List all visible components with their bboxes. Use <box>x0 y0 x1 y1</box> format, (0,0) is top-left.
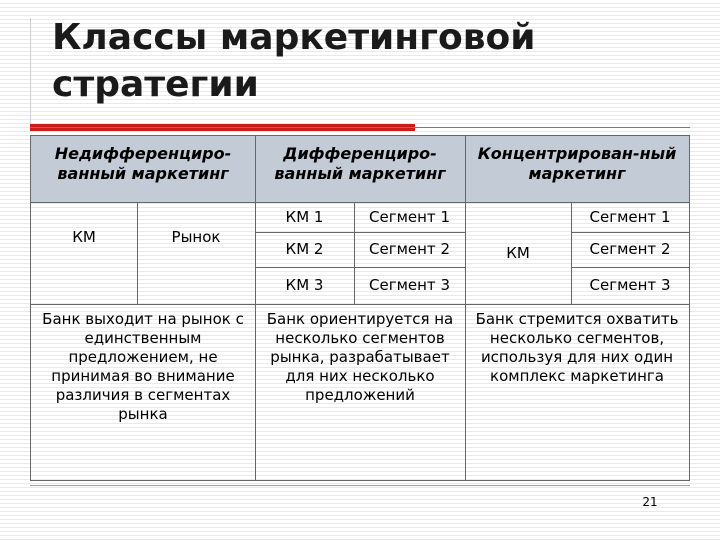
undiff-description: Банк выходит на рынок с единственным предложением, не принимая во внимание различия в сегментах рынка <box>42 310 244 423</box>
undiff-market: Рынок <box>171 228 221 246</box>
diff-segment-3: Сегмент 3 <box>369 276 450 294</box>
diff-km-3: КМ 3 <box>285 276 324 294</box>
header-undifferentiated: Недифференциро-ванный маркетинг <box>31 136 255 202</box>
diff-description: Банк ориентируется на несколько сегментов рынка, разрабатывает для них несколько предложений <box>266 310 454 404</box>
conc-segment-1: Сегмент 1 <box>589 207 671 226</box>
slide-title: Классы маркетинговой стратегии <box>52 17 536 105</box>
title-underline <box>30 127 690 128</box>
grid-line <box>465 136 466 480</box>
header-differentiated: Дифференциро-ванный маркетинг <box>255 136 465 202</box>
header-concentrated: Концентрирован-ный маркетинг <box>465 136 689 202</box>
footer-rule <box>30 485 690 486</box>
diff-km-1: КМ 1 <box>285 207 324 226</box>
strategy-table <box>30 135 690 481</box>
conc-km: КМ <box>506 243 530 262</box>
conc-segment-3: Сегмент 3 <box>589 276 671 294</box>
diff-km-2: КМ 2 <box>285 240 324 258</box>
grid-line <box>255 136 256 480</box>
conc-description: Банк стремится охватить несколько сегментов, используя для них один комплекс маркетинга <box>475 310 679 385</box>
conc-segment-2: Сегмент 2 <box>589 240 671 258</box>
diff-segment-1: Сегмент 1 <box>369 207 450 226</box>
undiff-km: КМ <box>72 228 96 246</box>
diff-segment-2: Сегмент 2 <box>369 240 450 258</box>
title-left-rule <box>30 18 31 131</box>
page-number: 21 <box>642 495 658 509</box>
